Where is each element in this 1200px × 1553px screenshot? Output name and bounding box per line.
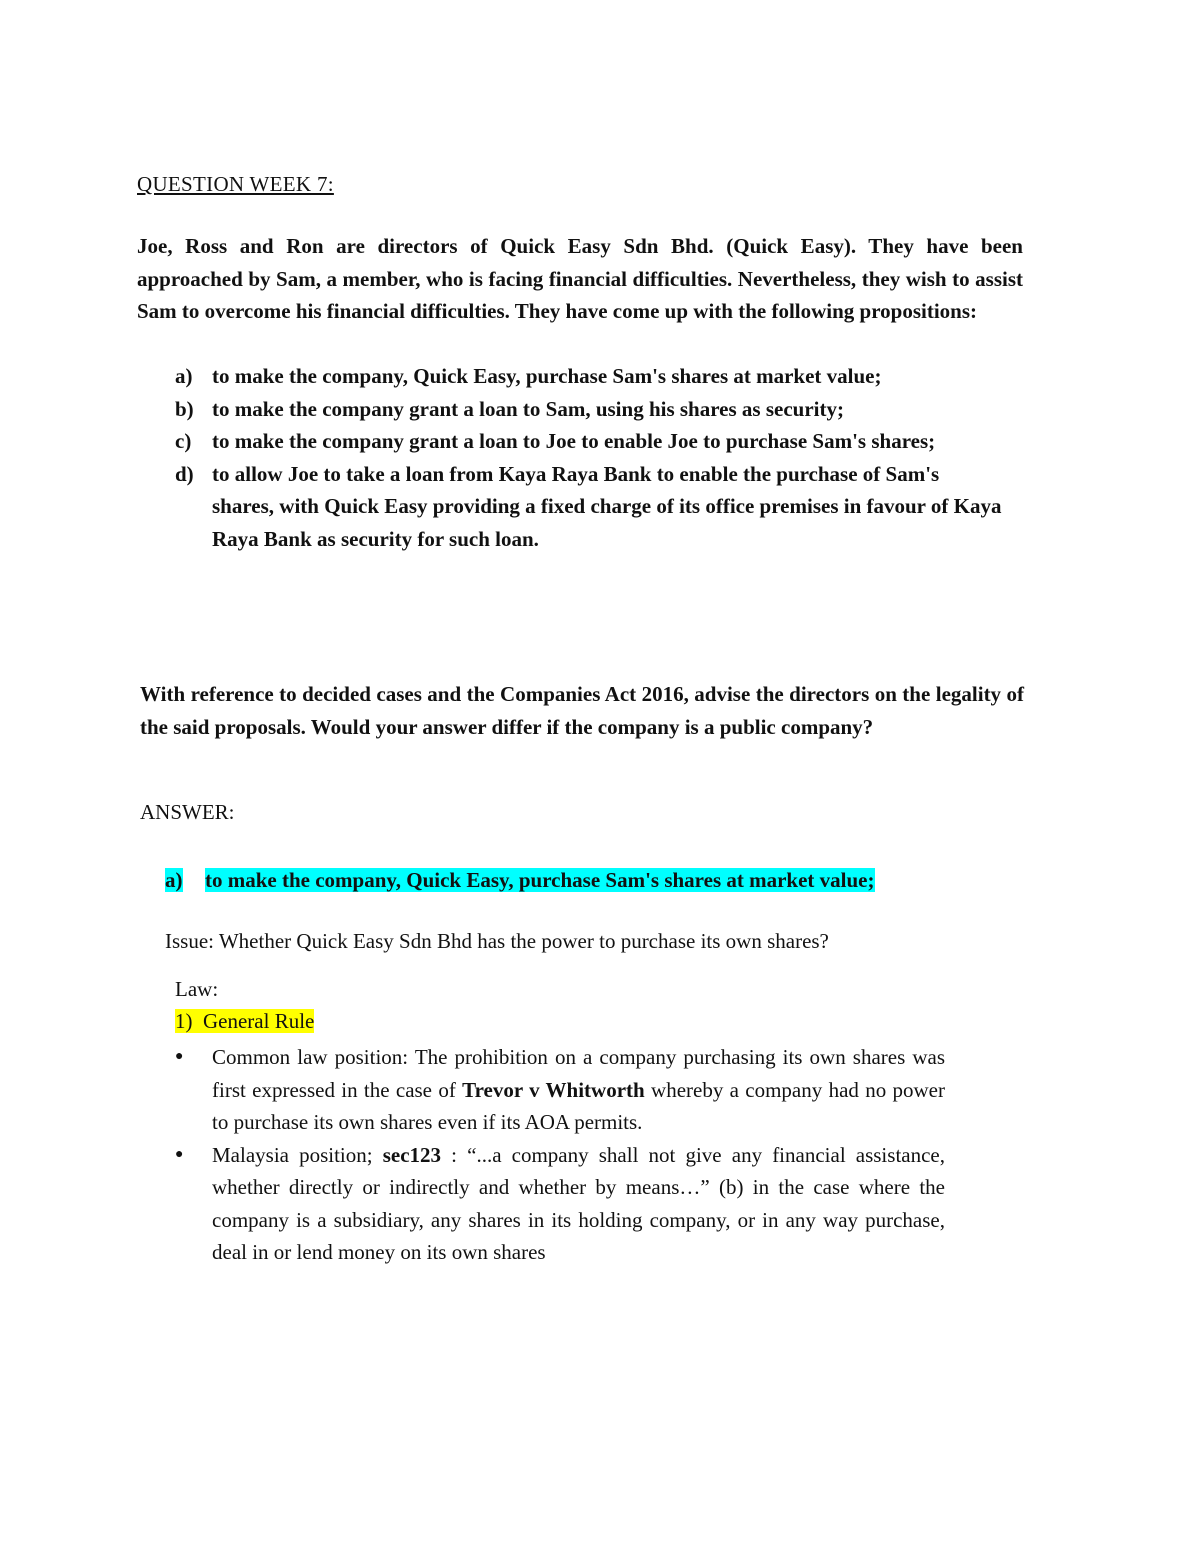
yellow-highlight: 1) General Rule bbox=[175, 1009, 315, 1033]
proposition-label: d) bbox=[175, 461, 194, 486]
bullet-text-part: whereby a company had no power to purchase its own shares even if its AOA permits. bbox=[212, 1077, 945, 1134]
law-bullet-list bbox=[175, 1041, 945, 1269]
bullet-text-part: Common law position: The prohibition on a company purchasing its own shares was first expressed in the case of bbox=[212, 1045, 945, 1102]
proposition-text: to make the company grant a loan to Sam, using his shares as security; bbox=[212, 396, 844, 421]
bullet-text-part: : “...a company shall not give any financial assistance, whether directly or indirectly and whether by means…” (b) in the case where the company is a subsidiary, any shares in its holding company, or in any way purchase, deal in or lend money on its own shares bbox=[212, 1142, 945, 1264]
answer-label: ANSWER: bbox=[140, 800, 235, 824]
proposition-text: to make the company grant a loan to Joe to enable Joe to purchase Sam's shares; bbox=[212, 429, 936, 453]
answer-part-a-heading bbox=[165, 864, 945, 896]
question-paragraph: Joe, Ross and Ron are directors of Quick Easy Sdn Bhd. (Quick Easy). They have been approached by Sam, a member, who is facing financial difficulties. Nevertheless, they wish to assist Sam to overcome his financial difficulties. They have come up with the following propositions: bbox=[137, 234, 1023, 323]
black-circle-bullet-icon: ● bbox=[175, 1146, 184, 1162]
section-reference: sec123 bbox=[382, 1142, 442, 1167]
general-rule-heading bbox=[175, 1009, 314, 1034]
proposition-d bbox=[175, 458, 1005, 556]
proposition-c bbox=[175, 425, 1005, 458]
bullet-item-common-law bbox=[175, 1041, 945, 1139]
question-heading: QUESTION WEEK 7: bbox=[137, 172, 334, 196]
proposition-label: c) bbox=[175, 429, 192, 453]
proposition-b bbox=[175, 393, 1005, 426]
cyan-highlight: a) bbox=[165, 868, 183, 892]
answer-part-label bbox=[165, 864, 205, 896]
answer-part-text bbox=[205, 864, 945, 896]
black-circle-bullet-icon: ● bbox=[175, 1049, 184, 1064]
law-label: Law: bbox=[175, 977, 219, 1001]
issue-statement: Issue: Whether Quick Easy Sdn Bhd has the power to purchase its own shares? bbox=[165, 929, 829, 953]
propositions-list bbox=[175, 360, 1005, 555]
case-name: Trevor v Whitworth bbox=[462, 1077, 645, 1102]
cyan-highlight: to make the company, Quick Easy, purchase Sam's shares at market value; bbox=[205, 868, 875, 892]
proposition-a bbox=[175, 360, 1005, 393]
bullet-text bbox=[212, 1041, 945, 1139]
proposition-text: to make the company, Quick Easy, purchase Sam's shares at market value; bbox=[212, 364, 882, 388]
bullet-item-malaysia bbox=[175, 1139, 945, 1269]
proposition-label: b) bbox=[175, 396, 194, 421]
bullet-text-part: Malaysia position; bbox=[212, 1142, 383, 1167]
proposition-text: to allow Joe to take a loan from Kaya Raya Bank to enable the purchase of Sam's shares, with Quick Easy providing a fixed charge of its office premises in favour of Kaya Raya Bank as security for such loan. bbox=[212, 461, 1002, 551]
proposition-label: a) bbox=[175, 364, 193, 388]
bullet-text bbox=[212, 1139, 945, 1269]
question-task: With reference to decided cases and the Companies Act 2016, advise the directors on the legality of the said proposals. Would your answer differ if the company is a public company? bbox=[140, 682, 1024, 739]
